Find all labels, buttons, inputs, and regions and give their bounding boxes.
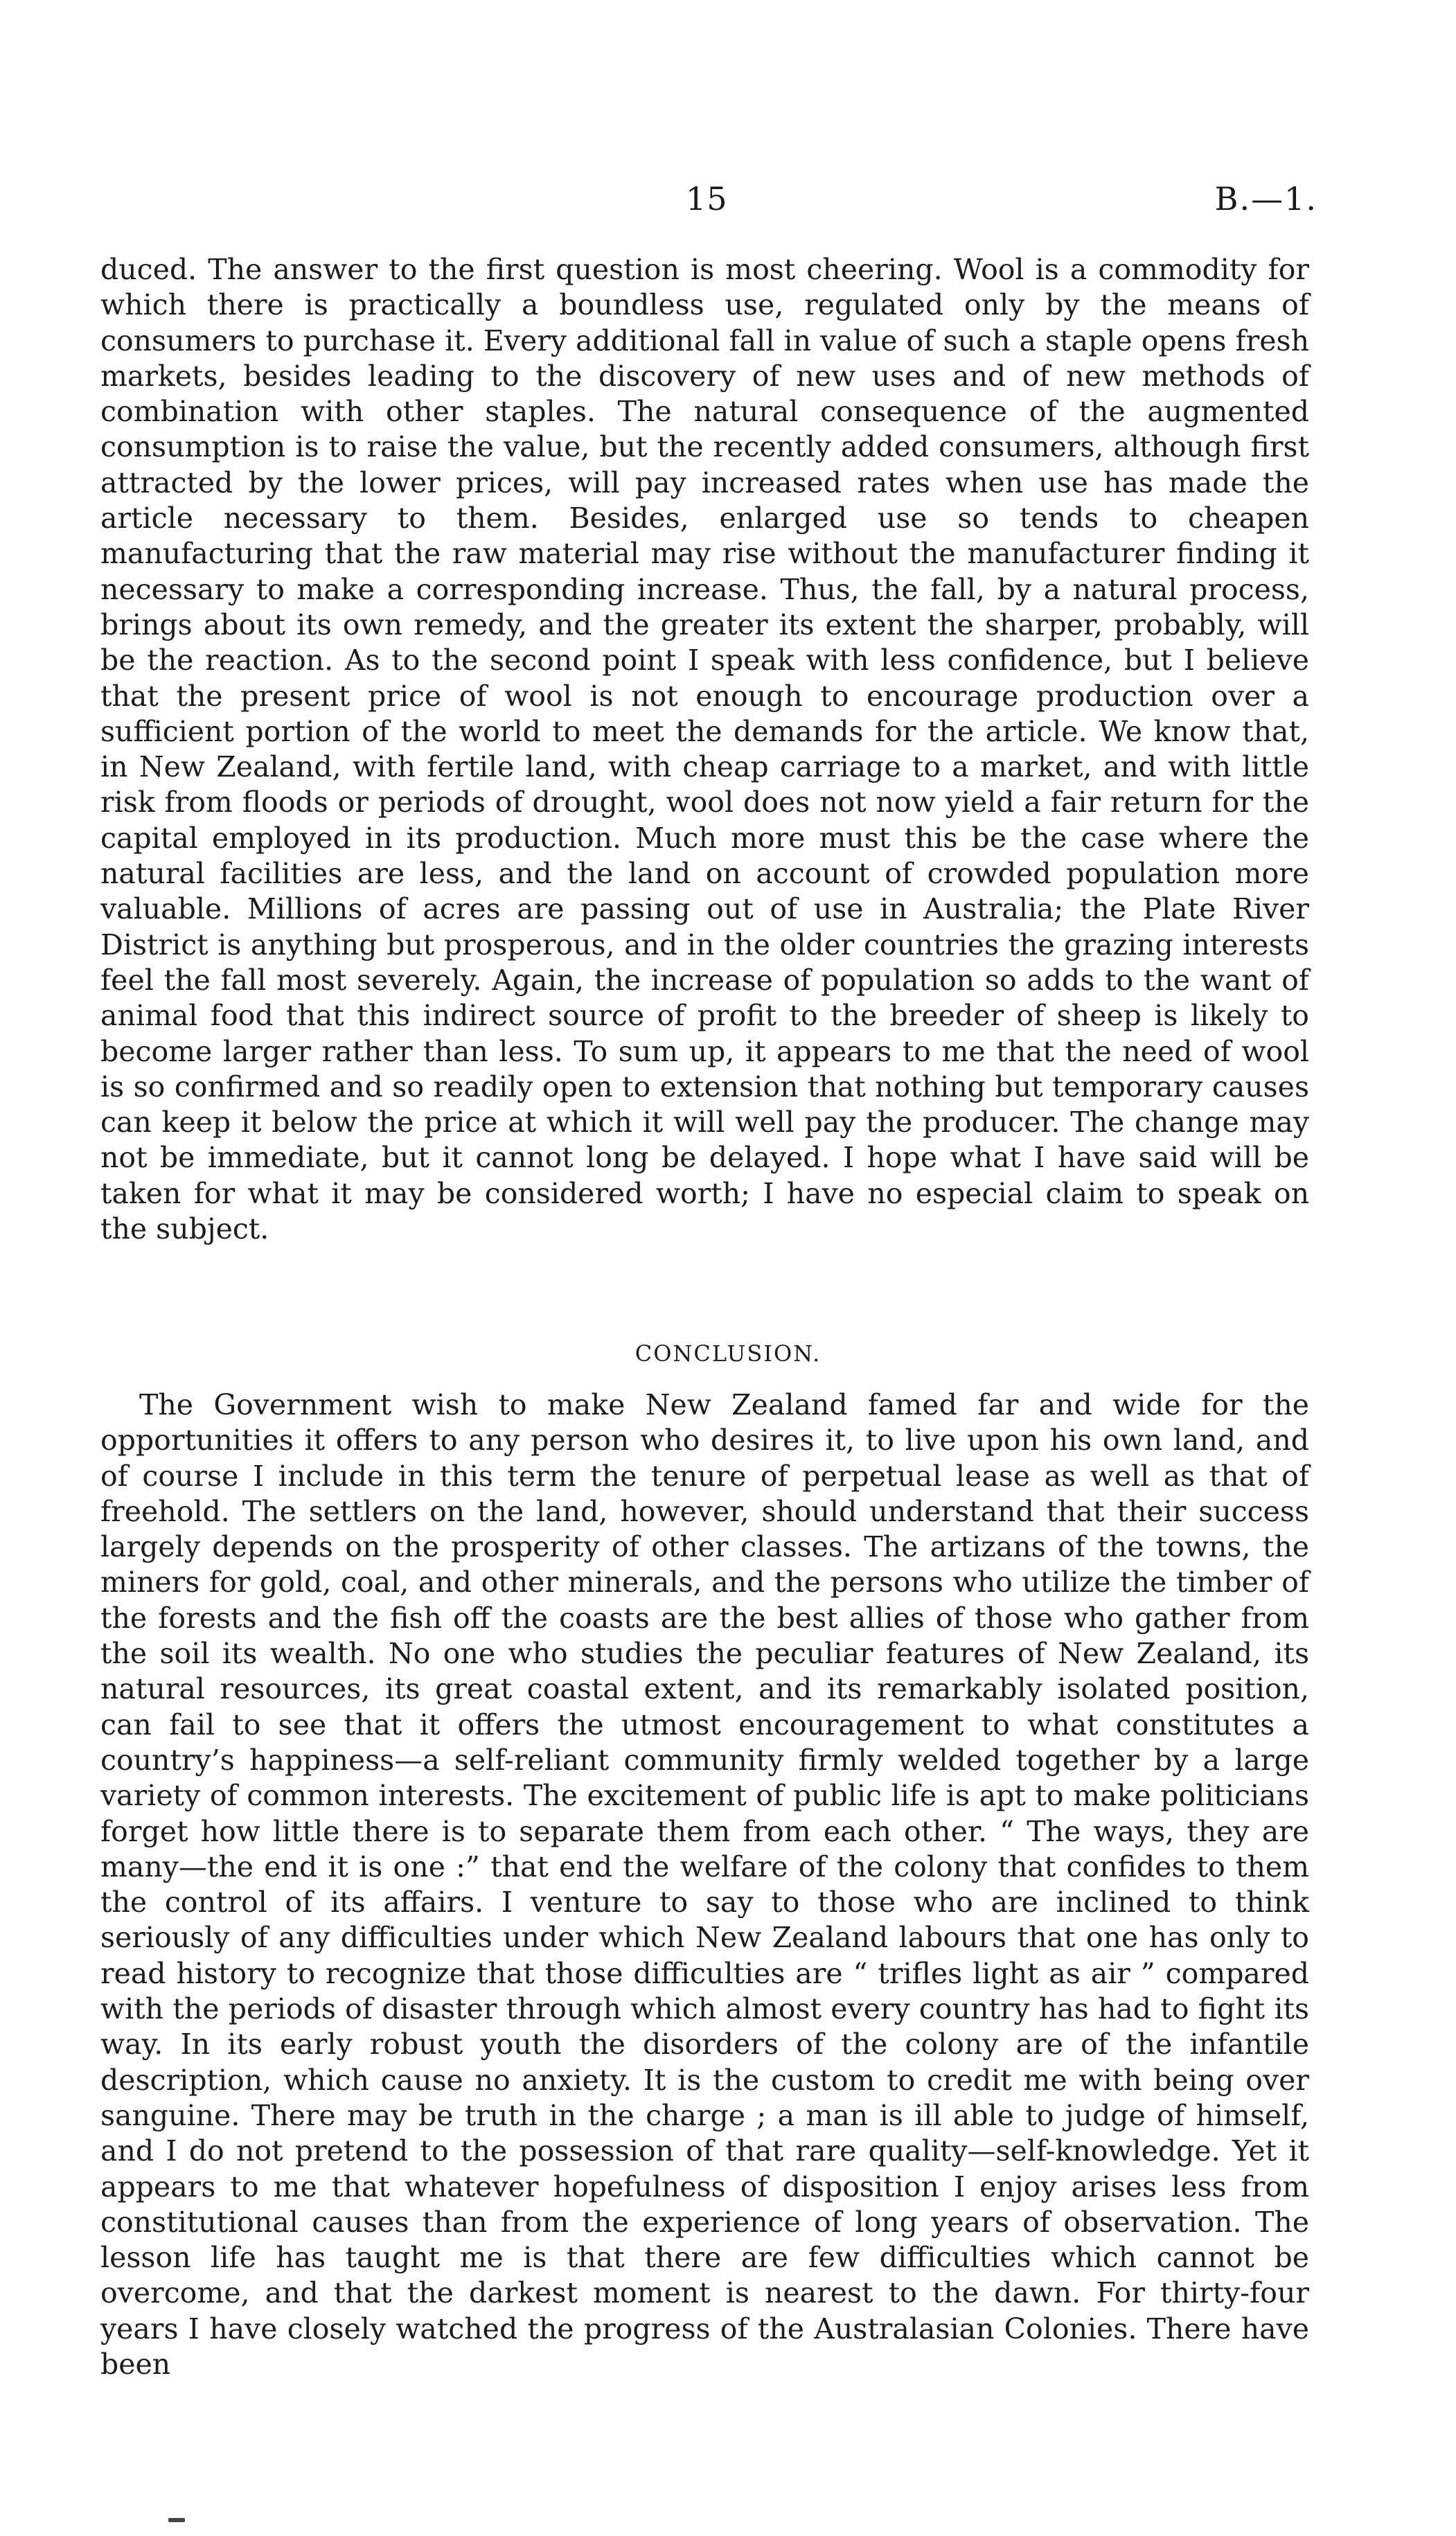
page-number: 15 bbox=[686, 180, 728, 218]
paragraph-conclusion: The Government wish to make New Zealand famed far and wide for the opportunities it offers to any person who desires it, to live upon his own land, and of course I include in this term the tenure of perpetual lease as well as that of freehold. The settlers on the land, however, should understand that their success largely depends on the prosperity of other classes. The artizans of the towns, the miners for gold, coal, and other minerals, and the persons who utilize the timber of the forests and the fish off the coasts are the best allies of those who gather from the soil its wealth. No one who studies the peculiar features of New Zealand, its natural resources, its great coastal extent, and its remarkably isolated position, can fail to see that it offers the utmost encouragement to what constitutes a country’s happiness—a self-reliant community firmly welded together by a large variety of common interests. The excitement of public life is apt to make politicians forget how little there is to separate them from each other. “ The ways, they are many—the end it is one :” that end the welfare of the colony that confides to them the control of its affairs. I venture to say to those who are inclined to think seriously of any difficulties under which New Zealand labours that one has only to read history to recognize that those difficulties are “ trifles light as air ” compared with the periods of disaster through which almost every country has had to fight its way. In its early robust youth the disorders of the colony are of the infantile description, which cause no anxiety. It is the custom to credit me with being over sanguine. There may be truth in the charge ; a man is ill able to judge of himself, and I do not pretend to the possession of that rare quality—self-knowledge. Yet it appears to me that whatever hopefulness of disposition I enjoy arises less from constitutional causes than from the experience of long years of observation. The lesson life has taught me is that there are few difficulties which cannot be overcome, and that the darkest moment is nearest to the dawn. For thirty-four years I have closely watched the progress of the Australasian Colonies. There have been bbox=[100, 1388, 1309, 2382]
body-text-top bbox=[100, 252, 1309, 1247]
body-text-conclusion bbox=[100, 1387, 1309, 2382]
scan-artifact bbox=[168, 2518, 185, 2522]
section-heading-conclusion: CONCLUSION. bbox=[634, 1340, 822, 1367]
paragraph-wool: duced. The answer to the first question is most cheering. Wool is a commodity for which there is practically a boundless use, regulated only by the means of consumers to purchase it. Every additional fall in value of such a staple opens fresh markets, besides leading to the discovery of new uses and of new methods of combination with other staples. The natural consequence of the augmented consumption is to raise the value, but the recently added consumers, although first attracted by the lower prices, will pay increased rates when use has made the article necessary to them. Besides, enlarged use so tends to cheapen manufacturing that the raw material may rise without the manufacturer finding it necessary to make a corresponding increase. Thus, the fall, by a natural process, brings about its own remedy, and the greater its extent the sharper, probably, will be the reaction. As to the second point I speak with less confidence, but I believe that the present price of wool is not enough to encourage production over a sufficient portion of the world to meet the demands for the article. We know that, in New Zealand, with fertile land, with cheap carriage to a market, and with little risk from floods or periods of drought, wool does not now yield a fair return for the capital employed in its production. Much more must this be the case where the natural facilities are less, and the land on account of crowded population more valuable. Millions of acres are passing out of use in Australia; the Plate River District is anything but prosperous, and in the older countries the grazing interests feel the fall most severely. Again, the increase of population so adds to the want of animal food that this indirect source of profit to the breeder of sheep is likely to become larger rather than less. To sum up, it appears to me that the need of wool is so confirmed and so readily open to extension that nothing but temporary causes can keep it below the price at which it will well pay the producer. The change may not be immediate, but it cannot long be delayed. I hope what I have said will be taken for what it may be considered worth; I have no especial claim to speak on the subject. bbox=[100, 253, 1309, 1246]
document-reference: B.—1. bbox=[1214, 180, 1317, 218]
